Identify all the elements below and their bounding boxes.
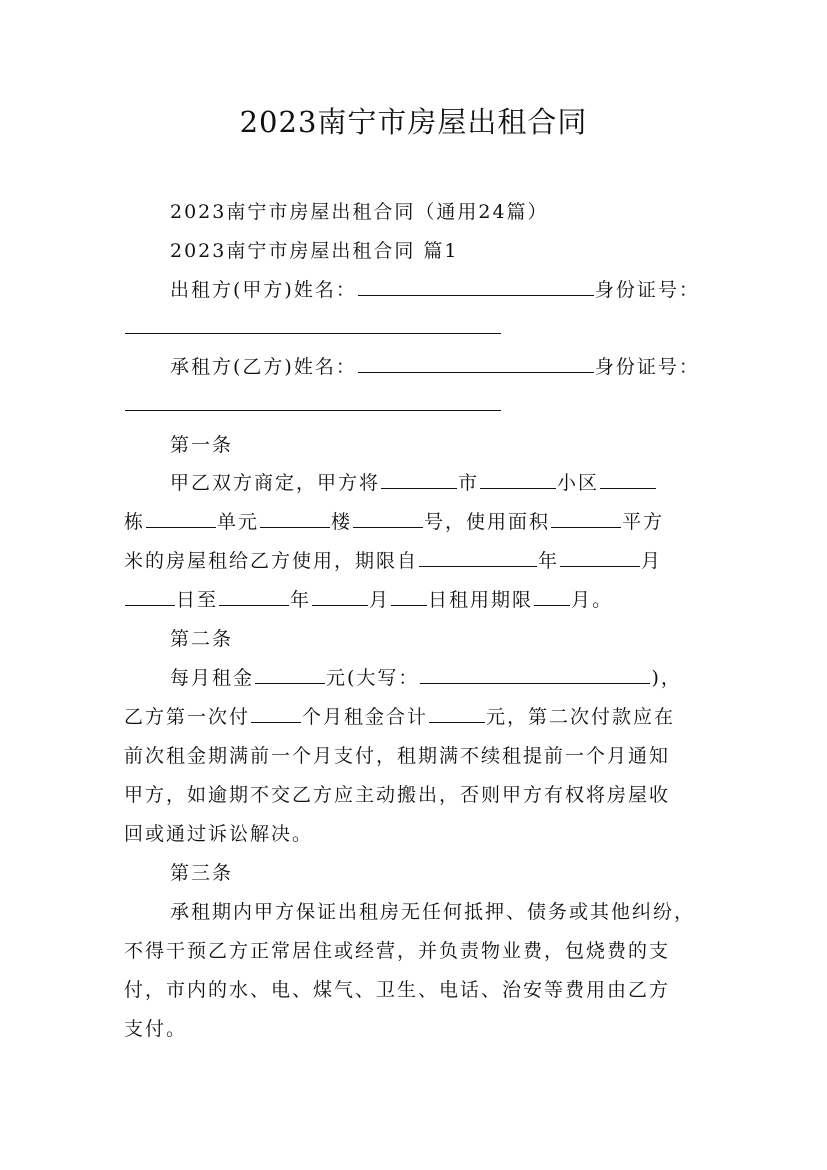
article-1-line-3 <box>124 547 714 575</box>
article-3-line-2: 不得干预乙方正常居住或经营，并负责物业费，包烧费的支 <box>124 940 671 962</box>
blank <box>125 587 175 606</box>
section-title: 2023南宁市房屋出租合同 篇1 <box>170 240 459 262</box>
blank <box>146 509 216 528</box>
lessor-name-blank <box>358 277 594 296</box>
text: 号，使用面积 <box>424 511 551 533</box>
subtitle: 2023南宁市房屋出租合同（通用24篇） <box>170 201 549 223</box>
blank <box>419 548 537 567</box>
text: 小区 <box>557 472 600 494</box>
text: 每月租金 <box>170 667 255 689</box>
text: )， <box>651 667 682 689</box>
article-2-line-2 <box>124 703 714 731</box>
article-1-line-2 <box>124 508 714 536</box>
blank <box>560 548 640 567</box>
lessor-label: 出租方(甲方)姓名： <box>170 279 357 301</box>
text: 年 <box>290 589 312 611</box>
text: 乙方第一次付 <box>124 706 251 728</box>
article-2-line-3: 前次租金期满前一个月支付，租期满不续租提前一个月通知 <box>124 745 671 767</box>
blank <box>353 509 423 528</box>
lessor-id-line <box>124 314 714 342</box>
text: 月。 <box>571 589 614 611</box>
lessor-id-blank <box>125 315 501 334</box>
text: 元，第二次付款应在 <box>486 706 676 728</box>
lessee-line <box>170 353 760 381</box>
lessee-label: 承租方(乙方)姓名： <box>170 356 357 378</box>
blank <box>429 704 485 723</box>
text: 栋 <box>124 511 146 533</box>
article-2-line-4: 甲方，如逾期不交乙方应主动搬出，否则甲方有权将房屋收 <box>124 784 671 806</box>
article-2-line-1 <box>170 664 760 692</box>
text: 市 <box>458 472 480 494</box>
blank <box>600 470 656 489</box>
article-3-line-1: 承租期内甲方保证出租房无任何抵押、债务或其他纠纷， <box>170 901 696 923</box>
blank <box>260 509 330 528</box>
text: 日至 <box>176 589 219 611</box>
blank <box>391 587 427 606</box>
article-3-line-3: 付，市内的水、电、煤气、卫生、电话、治安等费用由乙方 <box>124 979 671 1001</box>
text: 楼 <box>331 511 353 533</box>
blank <box>255 665 325 684</box>
lessor-line <box>170 276 760 304</box>
blank <box>312 587 368 606</box>
article-3-heading: 第三条 <box>170 862 234 884</box>
text: 米的房屋租给乙方使用，期限自 <box>124 550 419 572</box>
text: 月 <box>641 550 663 572</box>
blank <box>480 470 556 489</box>
text: 个月租金合计 <box>302 706 429 728</box>
lessee-id-line <box>124 391 714 419</box>
article-1-heading: 第一条 <box>170 434 234 456</box>
blank <box>251 704 301 723</box>
lessee-name-blank <box>358 354 594 373</box>
article-2-line-5: 回或通过诉讼解决。 <box>124 823 314 845</box>
blank <box>551 509 621 528</box>
text: 月 <box>369 589 391 611</box>
blank <box>219 587 289 606</box>
blank <box>420 665 650 684</box>
text: 日租用期限 <box>428 589 534 611</box>
text: 平方 <box>622 511 665 533</box>
lessee-id-label: 身份证号： <box>594 356 700 378</box>
document-title: 2023南宁市房屋出租合同 <box>239 105 588 139</box>
text: 单元 <box>217 511 260 533</box>
blank <box>534 587 570 606</box>
lessor-id-label: 身份证号： <box>594 279 700 301</box>
article-1-line-1 <box>170 469 760 497</box>
text: 元(大写： <box>326 667 420 689</box>
text: 年 <box>538 550 560 572</box>
article-1-line-4 <box>124 586 714 614</box>
text: 甲乙双方商定，甲方将 <box>170 472 381 494</box>
blank <box>381 470 457 489</box>
article-2-heading: 第二条 <box>170 628 234 650</box>
article-3-line-4: 支付。 <box>124 1018 188 1040</box>
lessee-id-blank <box>125 392 501 411</box>
